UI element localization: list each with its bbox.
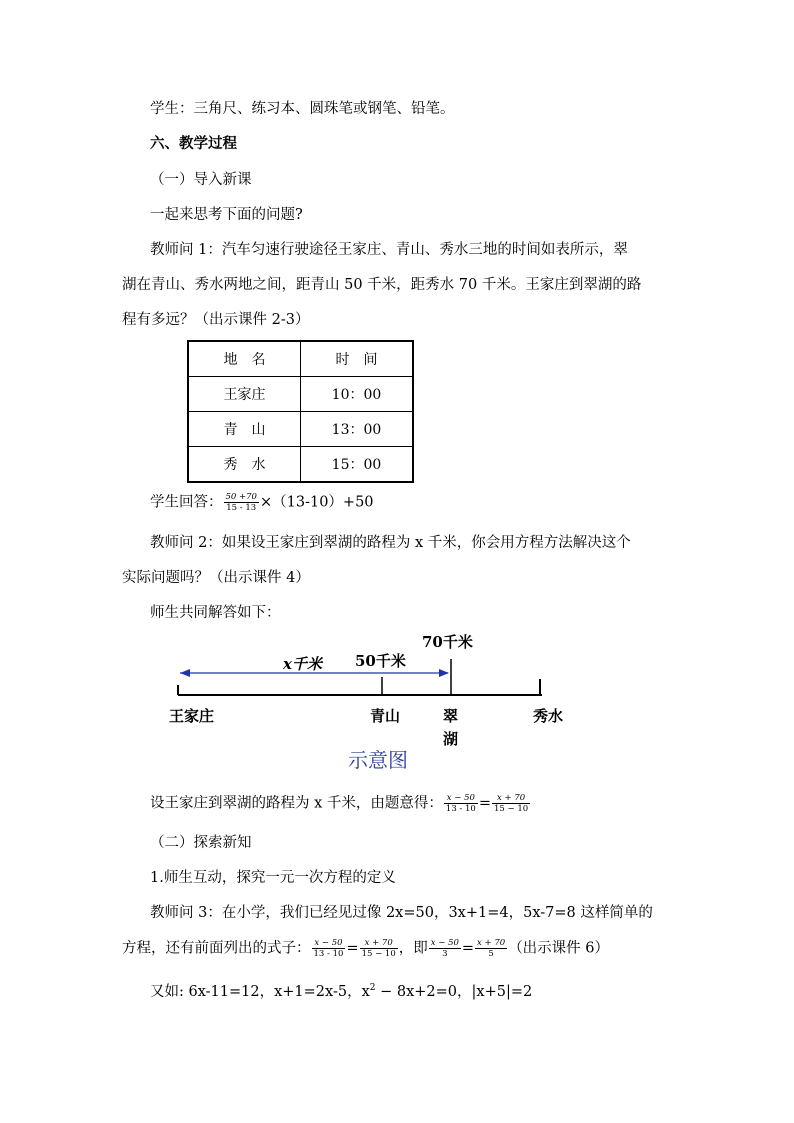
equals-sign: = — [461, 940, 475, 957]
arrow-left-head — [180, 669, 190, 677]
fraction-denominator: 13 - 10 — [445, 804, 476, 814]
table-header-row — [188, 341, 413, 377]
question1-line3: 程有多远？（出示课件 2-3） — [122, 312, 310, 328]
table-header: 时 间 — [301, 341, 414, 377]
fraction-denominator: 15 − 10 — [493, 804, 529, 814]
subsection-heading-2: （二）探索新知 — [150, 835, 252, 851]
label-50km: 50千米 — [355, 652, 406, 670]
q3-mid: ，即 — [398, 940, 428, 957]
question3-line2 — [122, 938, 609, 959]
fraction-numerator: x + 70 — [360, 938, 398, 949]
exponent: 2 — [369, 983, 376, 993]
place-xiushui: 秀水 — [533, 707, 564, 725]
table-row — [188, 377, 413, 412]
more-suffix: − 8x+2=0，|x+5|=2 — [375, 983, 533, 1000]
question1-line2: 湖在青山、秀水两地之间，距青山 50 千米，距秀水 70 千米。王家庄到翠湖的路 — [122, 277, 642, 293]
fraction-numerator: x + 70 — [477, 938, 506, 948]
arrow-right-head — [439, 669, 449, 677]
fraction-denominator: 5 — [488, 949, 494, 959]
equation-right-fraction — [492, 793, 530, 814]
table-row — [188, 412, 413, 447]
place-hu: 湖 — [443, 730, 459, 748]
fraction-numerator: x − 50 — [312, 938, 346, 949]
q3-fraction-1 — [312, 938, 346, 959]
diagram-caption: 示意图 — [348, 748, 408, 772]
equation-prefix: 设王家庄到翠湖的路程为 x 千米，由题意得： — [150, 795, 443, 812]
fraction-numerator: x − 50 — [444, 793, 478, 804]
fraction-numerator: 50 +70 — [225, 492, 257, 502]
question1-line1: 教师问 1：汽车匀速行驶途径王家庄、青山、秀水三地的时间如表所示，翠 — [150, 242, 628, 258]
q3-fraction-4 — [475, 938, 507, 959]
fraction-numerator: x + 70 — [492, 793, 530, 804]
subsection-heading: （一）导入新课 — [150, 172, 252, 188]
table-cell: 13：00 — [301, 412, 414, 447]
section-heading: 六、教学过程 — [150, 135, 237, 152]
item1-line: 1.师生互动，探究一元一次方程的定义 — [150, 870, 396, 886]
question2-line1: 教师问 2：如果设王家庄到翠湖的路程为 x 千米，你会用方程方法解决这个 — [150, 535, 631, 551]
student-answer — [150, 492, 374, 513]
table-cell: 15：00 — [301, 447, 414, 483]
fraction-denominator: 15 − 10 — [361, 949, 396, 959]
question2-line2: 实际问题吗？（出示课件 4） — [122, 570, 310, 586]
answer-prefix: 学生回答： — [150, 494, 223, 511]
joint-solution-line: 师生共同解答如下： — [150, 605, 281, 621]
fraction-denominator: 3 — [442, 949, 448, 959]
fraction-denominator: 13 - 10 — [313, 949, 344, 959]
schedule-table — [187, 340, 414, 483]
equals-sign: = — [346, 940, 359, 957]
more-prefix: 又如: 6x-11=12，x+1=2x-5，x — [150, 983, 370, 1000]
fraction-numerator: x − 50 — [430, 938, 459, 948]
place-cui: 翠 — [443, 707, 459, 725]
more-examples-line — [150, 978, 532, 1002]
table-cell: 王家庄 — [188, 377, 301, 412]
q3-fraction-3 — [429, 938, 461, 959]
answer-fraction — [224, 492, 259, 513]
table-cell: 10：00 — [301, 377, 414, 412]
materials-line: 学生：三角尺、练习本、圆珠笔或钢笔、铅笔。 — [150, 101, 455, 117]
question3-line1: 教师问 3：在小学，我们已经见过像 2x=50，3x+1=4，5x-7=8 这样简单的 — [150, 905, 653, 921]
answer-suffix: ×（13-10）+50 — [259, 494, 374, 511]
intro-line: 一起来思考下面的问题? — [150, 207, 303, 223]
q3-fraction-2 — [360, 938, 398, 959]
table-row — [188, 447, 413, 483]
q3-prefix: 方程，还有前面列出的式子： — [122, 940, 311, 957]
fraction-denominator: 15 - 13 — [226, 503, 257, 513]
table-header: 地 名 — [188, 341, 301, 377]
table-cell: 青 山 — [188, 412, 301, 447]
distance-diagram — [152, 628, 596, 776]
table-cell: 秀 水 — [188, 447, 301, 483]
label-x-km: x千米 — [283, 655, 322, 673]
equals-sign: = — [478, 795, 491, 812]
q3-suffix: （出示课件 6） — [508, 940, 610, 957]
place-wangjiazhuang: 王家庄 — [169, 707, 215, 725]
equation-left-fraction — [444, 793, 478, 814]
label-70km: 70千米 — [422, 633, 473, 651]
equation-line — [150, 793, 531, 814]
place-qingshan: 青山 — [370, 707, 401, 725]
